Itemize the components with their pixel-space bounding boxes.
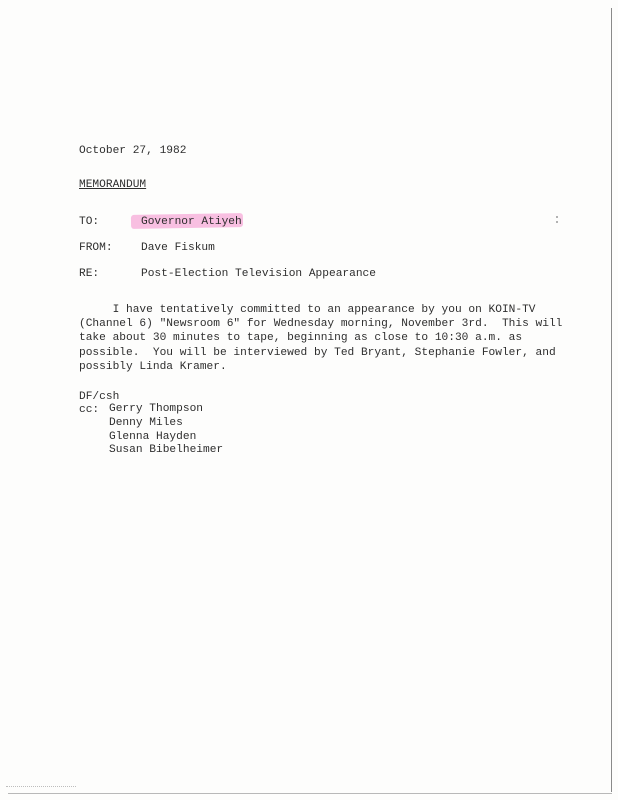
page-edge-bottom [8,793,612,794]
page-edge-right [611,8,612,792]
re-value: Post-Election Television Appearance [141,268,376,280]
body-line: possible. You will be interviewed by Ted Bryant, Stephanie Fowler, and [79,346,556,359]
memo-date: October 27, 1982 [79,145,187,157]
from-value: Dave Fiskum [141,242,215,254]
scan-speck [556,216,558,218]
cc-item: Susan Bibelheimer [109,444,224,457]
to-value: Governor Atiyeh [141,216,242,228]
scan-speck [556,221,558,223]
from-label: FROM: [79,242,113,254]
body-line: I have tentatively committed to an appearance by you on KOIN-TV [79,304,536,316]
re-label: RE: [79,268,100,280]
cc-list [109,403,223,458]
memo-body [79,303,579,374]
body-line: possibly Linda Kramer. [79,360,227,373]
scan-artifact [6,786,76,791]
cc-item: Denny Miles [109,416,183,429]
body-line: (Channel 6) "Newsroom 6" for Wednesday morning, November 3rd. This will [79,318,563,331]
memo-title: MEMORANDUM [79,179,147,191]
to-label: TO: [79,216,100,228]
cc-item: Gerry Thompson [109,403,203,415]
typist-initials: DF/csh [79,391,120,403]
cc-item: Glenna Hayden [109,430,197,443]
cc-label: cc: [79,404,100,416]
body-line: take about 30 minutes to tape, beginning as close to 10:30 a.m. as [79,332,523,345]
